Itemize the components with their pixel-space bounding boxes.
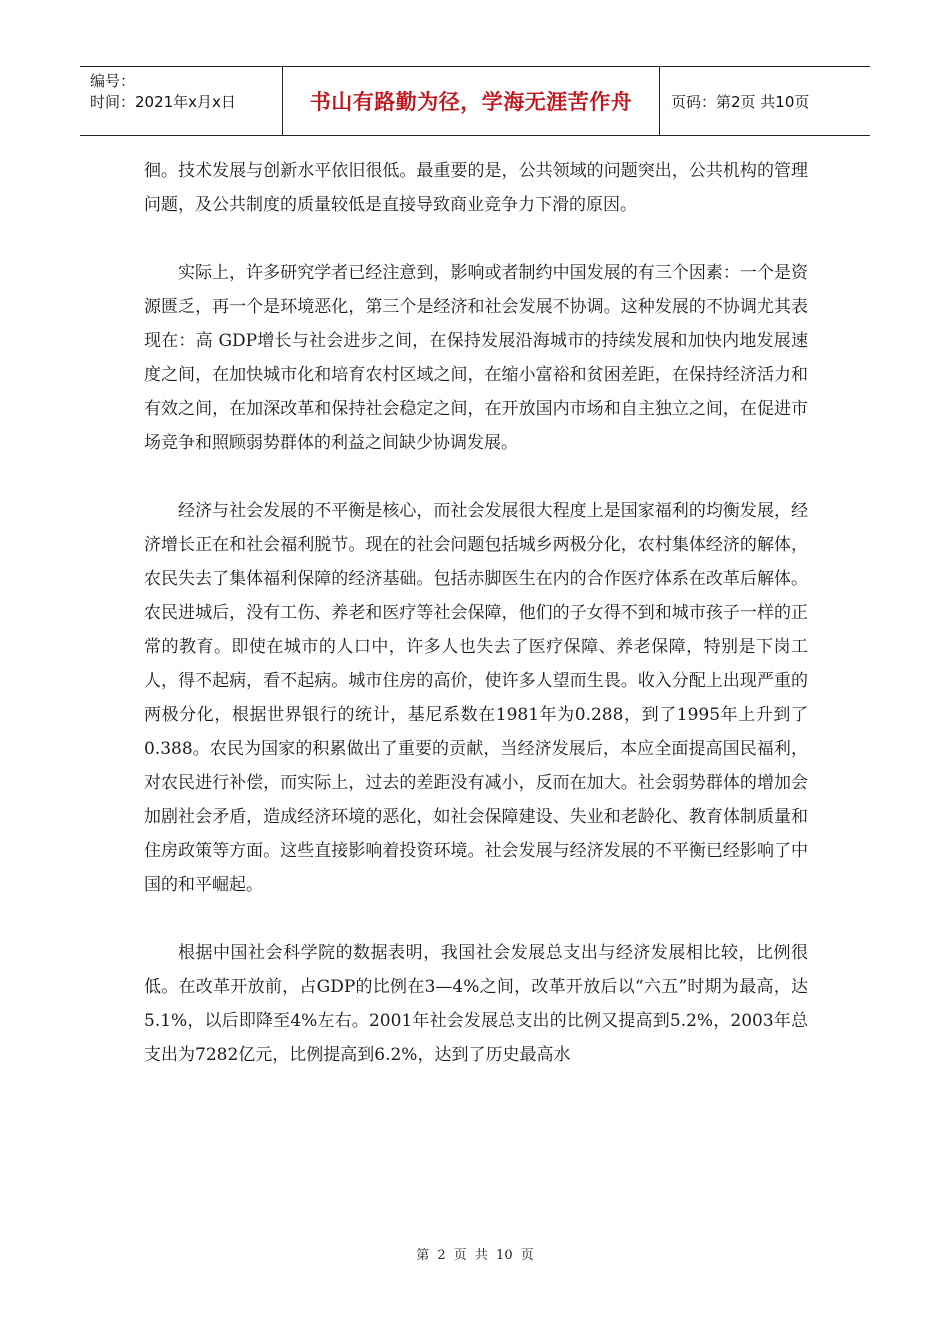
page-footer: 第 2 页 共 10 页	[416, 1248, 534, 1263]
doc-number-label: 编号：	[90, 72, 136, 90]
paragraph-2: 实际上，许多研究学者已经注意到，影响或者制约中国发展的有三个因素：一个是资源匮乏，再一个是环境恶化，第三个是经济和社会发展不协调。这种发展的不协调尤其表现在：高 GDP增长与社会进步之间，在保持发展沿海城市的持续发展和加快内地发展速度之间，在加快城市化和培育农村区域之间，在缩小富裕和贫困差距，在保持经济活力和有效之间，在加深改革和保持社会稳定之间，在开放国内市场和自主独立之间，在促进市场竞争和照顾弱势群体的利益之间缺少协调发展。	[144, 263, 808, 453]
paragraph-4: 根据中国社会科学院的数据表明，我国社会发展总支出与经济发展相比较，比例很低。在改革开放前，占GDP的比例在3—4%之间，改革开放后以“六五”时期为最高，达5.1%，以后即降至4%左右。2001年社会发展总支出的比例又提高到5.2%，2003年总支出为7282亿元，比例提高到6.2%，达到了历史最高水	[144, 943, 808, 1065]
header-page-info: 页码：第2页 共10页	[671, 92, 810, 111]
document-body	[144, 154, 808, 1072]
header-meta	[80, 67, 283, 135]
doc-time-label: 时间：2021年x月x日	[90, 93, 236, 111]
paragraph-3: 经济与社会发展的不平衡是核心，而社会发展很大程度上是国家福利的均衡发展，经济增长正在和社会福利脱节。现在的社会问题包括城乡两极分化，农村集体经济的解体，农民失去了集体福利保障的经济基础。包括赤脚医生在内的合作医疗体系在改革后解体。农民进城后，没有工伤、养老和医疗等社会保障，他们的子女得不到和城市孩子一样的正常的教育。即使在城市的人口中，许多人也失去了医疗保障、养老保障，特别是下岗工人，得不起病，看不起病。城市住房的高价，使许多人望而生畏。收入分配上出现严重的两极分化，根据世界银行的统计，基尼系数在1981年为0.288，到了1995年上升到了0.388。农民为国家的积累做出了重要的贡献，当经济发展后，本应全面提高国民福利，对农民进行补偿，而实际上，过去的差距没有减小，反而在加大。社会弱势群体的增加会加剧社会矛盾，造成经济环境的恶化，如社会保障建设、失业和老龄化、教育体制质量和住房政策等方面。这些直接影响着投资环境。社会发展与经济发展的不平衡已经影响了中国的和平崛起。	[144, 501, 808, 895]
paragraph-1: 徊。技术发展与创新水平依旧很低。最重要的是，公共领域的问题突出，公共机构的管理问题，及公共制度的质量较低是直接导致商业竞争力下滑的原因。	[144, 161, 808, 215]
page-header	[80, 66, 870, 136]
header-motto: 书山有路勤为径，学海无涯苦作舟	[283, 67, 660, 135]
